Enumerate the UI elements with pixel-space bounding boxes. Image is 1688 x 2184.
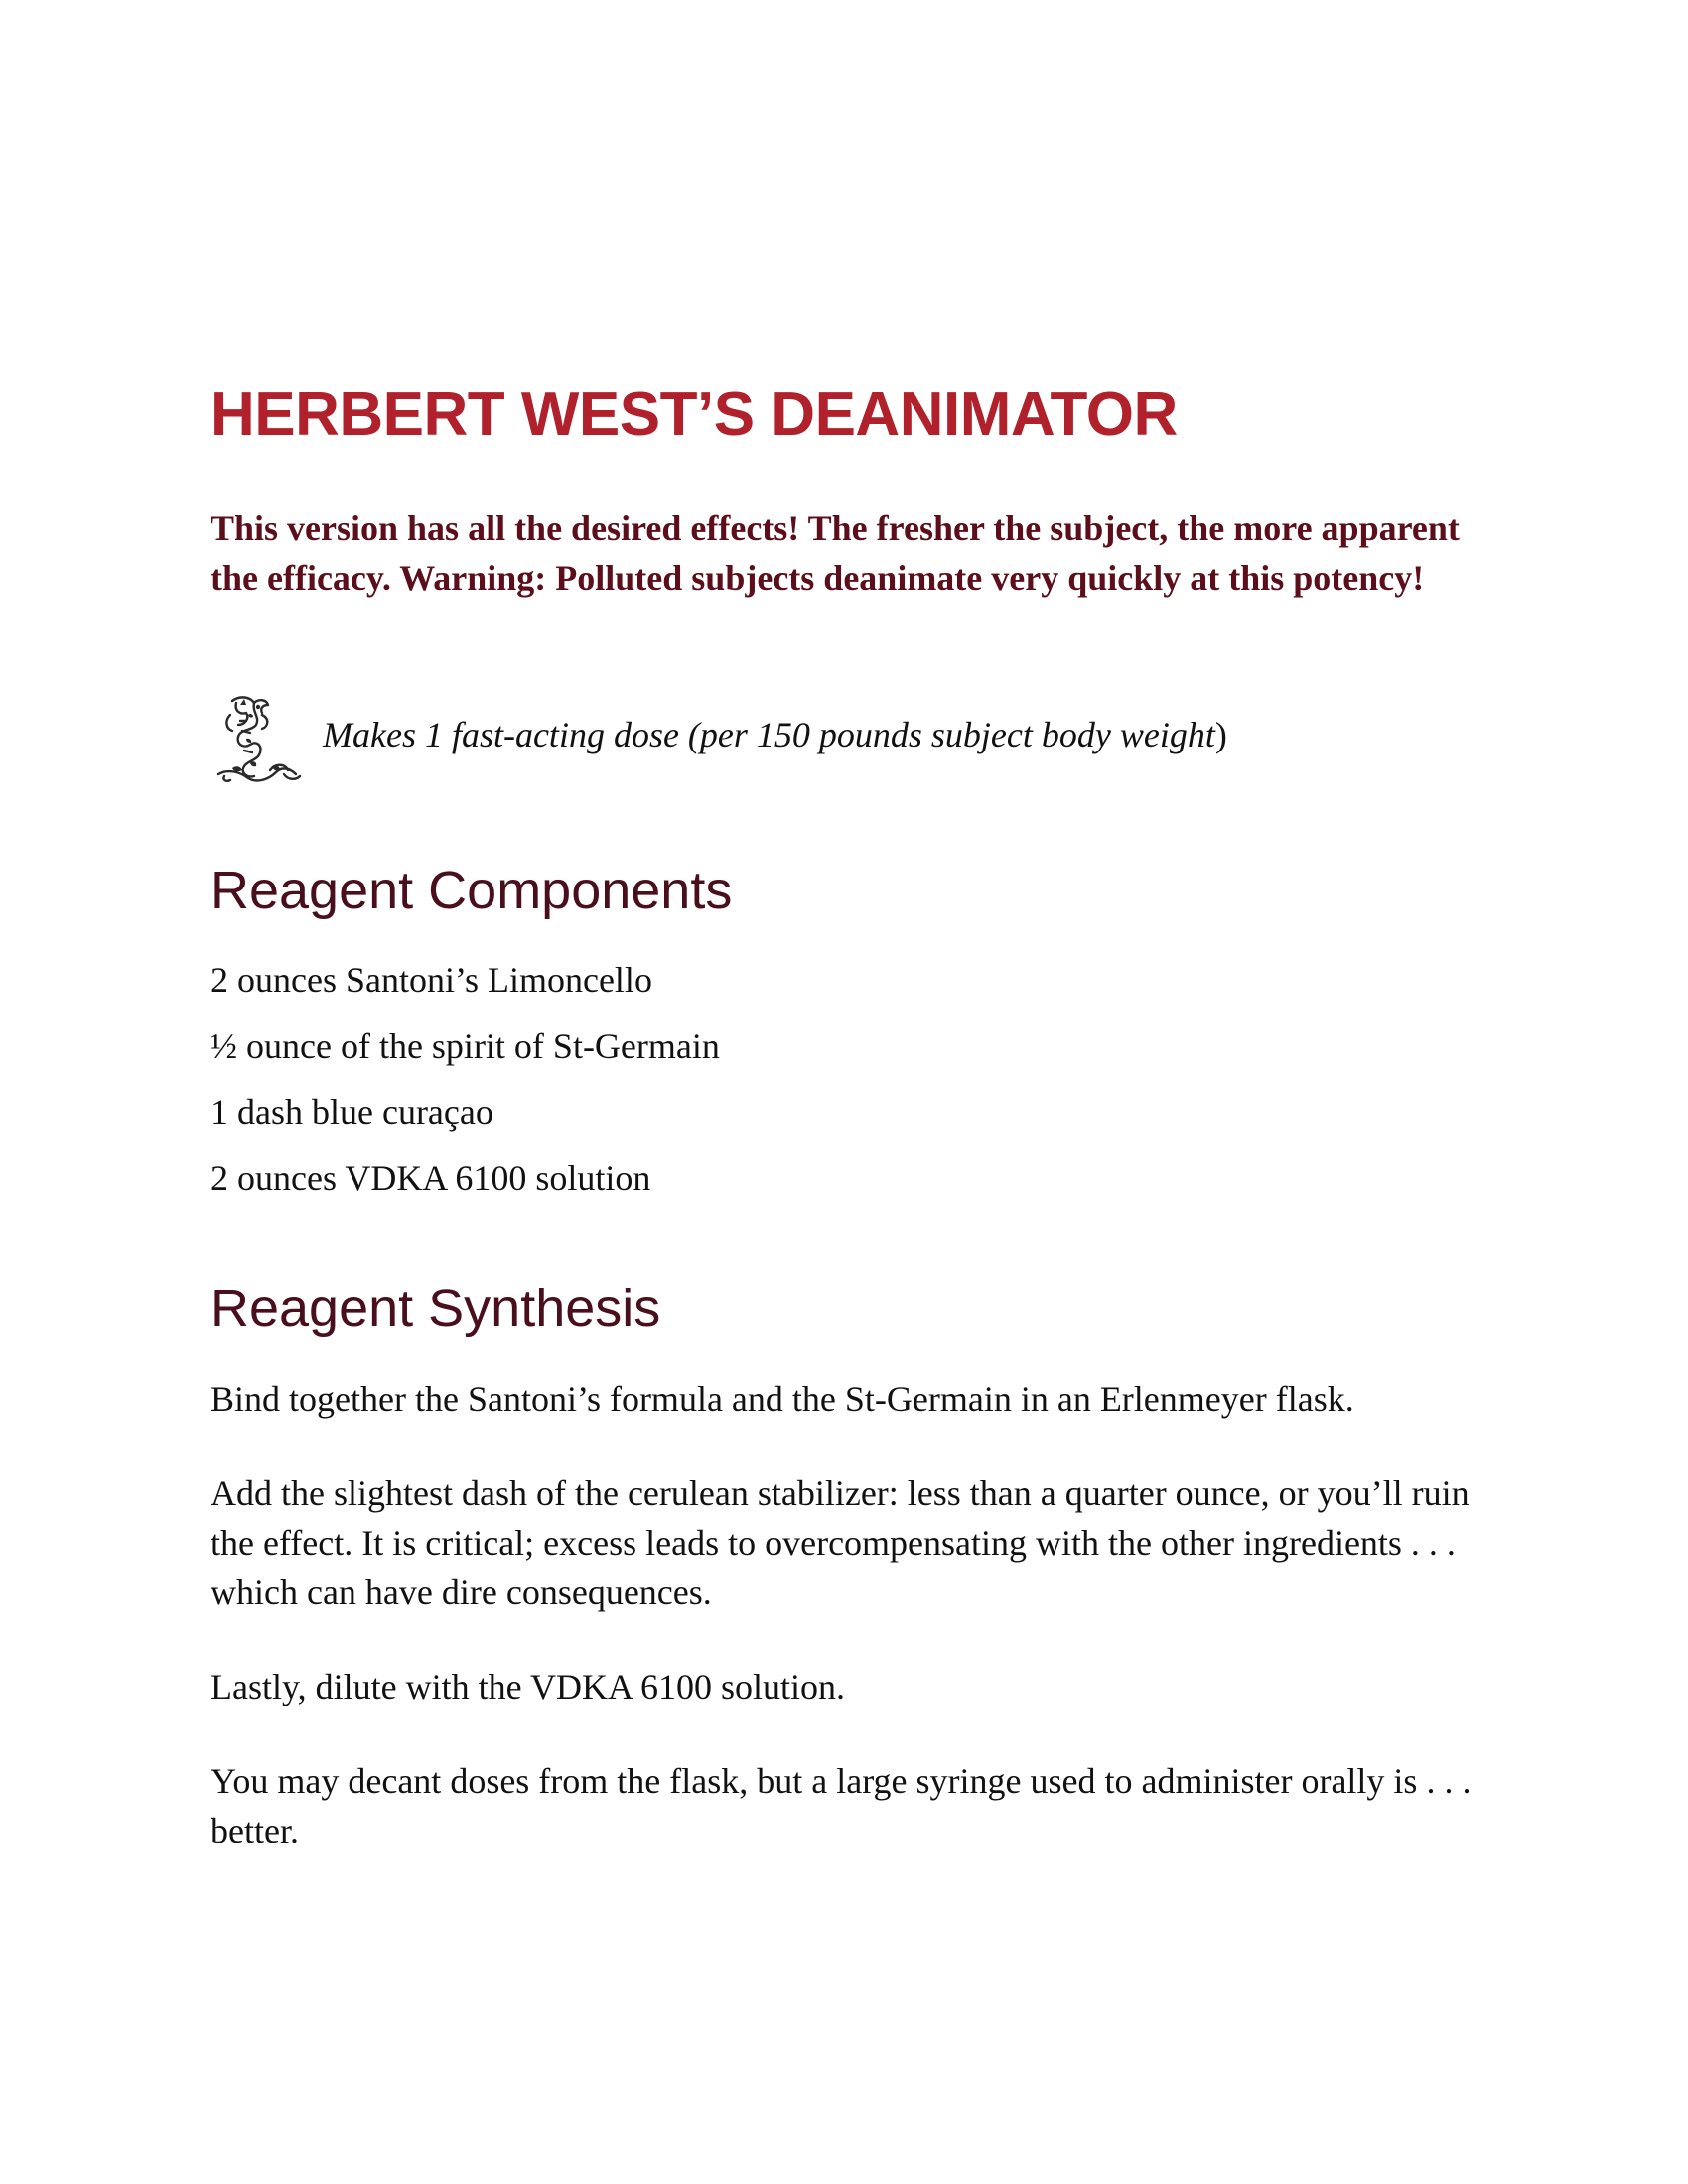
ingredient-item: 2 ounces Santoni’s Limoncello (211, 960, 652, 1000)
dose-text-italic: Makes 1 fast-acting dose (per 150 pounds subject body weight (323, 715, 1215, 754)
synthesis-step: Bind together the Santoni’s formula and the St-Germain in an Erlenmeyer flask. (211, 1379, 1354, 1419)
synthesis-step: You may decant doses from the flask, but a large syringe used to administer orally is . . . better. (211, 1761, 1472, 1850)
dragon-emblem-icon (211, 691, 306, 786)
synthesis-steps (211, 1374, 1501, 1900)
ingredient-item: 1 dash blue curaçao (211, 1092, 493, 1132)
ingredients-list (211, 955, 720, 1219)
page-title: HERBERT WEST’S DEANIMATOR (211, 380, 1178, 449)
ingredient-item: ½ ounce of the spirit of St-Germain (211, 1025, 720, 1066)
ingredient-item: 2 ounces VDKA 6100 solution (211, 1158, 651, 1198)
dose-info (211, 691, 1501, 786)
intro-warning-text: This version has all the desired effects! The fresher the subject, the more apparent the efficacy. Warning: Polluted subjects deanimate very quickly at this potency! (211, 508, 1460, 598)
synthesis-heading: Reagent Synthesis (211, 1279, 661, 1338)
dose-text (323, 711, 1227, 758)
components-heading: Reagent Components (211, 861, 733, 920)
dose-text-closing: ) (1214, 715, 1227, 754)
synthesis-step: Add the slightest dash of the cerulean stabilizer: less than a quarter ounce, or you’ll ruin the effect. It is critical; excess leads to overcompensating with the other ingredients . . . which can have dire consequences. (211, 1473, 1470, 1612)
synthesis-step: Lastly, dilute with the VDKA 6100 solution. (211, 1667, 845, 1706)
